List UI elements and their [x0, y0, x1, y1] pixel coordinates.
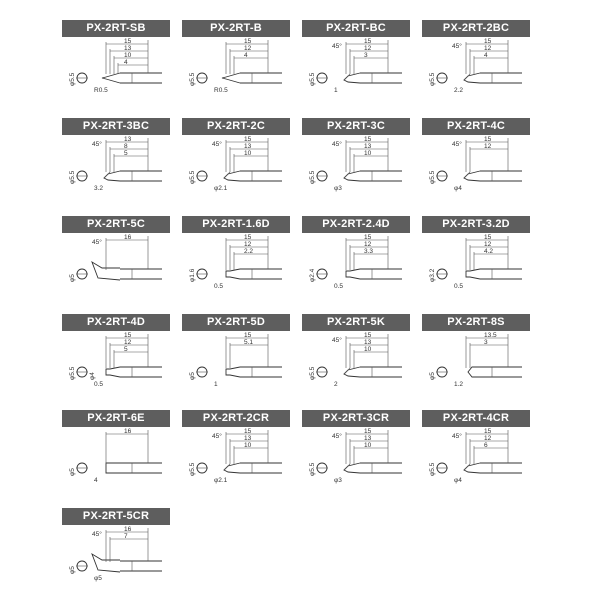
- tip-model-label: PX-2RT-3C: [302, 118, 410, 135]
- tip-model-label: PX-2RT-3CR: [302, 410, 410, 427]
- length-label: 15: [364, 234, 372, 241]
- tip-outline: [344, 463, 402, 473]
- length-label: 12: [484, 45, 492, 52]
- extra-dimension-label: 1: [214, 381, 218, 388]
- length-label: 15: [364, 332, 372, 339]
- tip-drawing: [182, 234, 292, 304]
- length-label: 12: [244, 241, 252, 248]
- diameter-label: φ5.5: [189, 170, 196, 184]
- length-label: 15: [124, 332, 132, 339]
- tip-model-label: PX-2RT-4D: [62, 314, 170, 331]
- diameter-label: φ5.5: [309, 366, 316, 380]
- length-label: 13: [124, 45, 132, 52]
- diameter-label: φ5.5: [309, 72, 316, 86]
- diameter-label: φ5.5: [69, 366, 76, 380]
- tip-model-label: PX-2RT-2.4D: [302, 216, 410, 233]
- tip-outline: [224, 463, 282, 473]
- tip-cell: [422, 410, 532, 500]
- tip-outline: [344, 171, 402, 181]
- length-label: 10: [244, 150, 252, 157]
- tip-drawing: [302, 428, 412, 498]
- length-label: 12: [484, 435, 492, 442]
- tip-cell: [182, 216, 292, 306]
- extra-dimension-label: φ4: [454, 185, 462, 192]
- extra-dimension-label: 1: [334, 87, 338, 94]
- diameter-label: φ5.5: [429, 72, 436, 86]
- tip-outline: [344, 367, 402, 377]
- length-label: 13: [364, 435, 372, 442]
- angle-label: 45°: [332, 433, 342, 440]
- length-label: 2.2: [244, 248, 254, 255]
- length-label: 15: [484, 38, 492, 45]
- length-label: 15: [364, 428, 372, 435]
- tip-cell: [62, 508, 172, 598]
- tip-drawing: [182, 38, 292, 108]
- tip-model-label: PX-2RT-5CR: [62, 508, 170, 525]
- angle-label: 45°: [332, 43, 342, 50]
- length-label: 10: [124, 52, 132, 59]
- tip-outline: [106, 463, 162, 473]
- extra-dimension-label: 4: [94, 477, 98, 484]
- tip-model-label: PX-2RT-4CR: [422, 410, 530, 427]
- tip-drawing: [182, 428, 292, 498]
- tip-cell: [62, 314, 172, 404]
- extra-dimension-label: 1.2: [454, 381, 464, 388]
- length-label: 16: [124, 526, 132, 533]
- extra-dimension-label: 0.5: [334, 283, 344, 290]
- diameter-label-2: φ4: [89, 372, 96, 380]
- length-label: 10: [244, 442, 252, 449]
- extra-dimension-label: 2: [334, 381, 338, 388]
- tip-outline: [104, 171, 162, 181]
- angle-label: 45°: [452, 43, 462, 50]
- tip-cell: [62, 118, 172, 208]
- length-label: 12: [364, 241, 372, 248]
- length-label: 15: [484, 428, 492, 435]
- tip-outline: [102, 73, 162, 83]
- diameter-label: φ5.5: [429, 170, 436, 184]
- diameter-label: φ1.6: [189, 268, 196, 282]
- length-label: 4: [124, 59, 128, 66]
- length-label: 13: [364, 339, 372, 346]
- tip-cell: [422, 118, 532, 208]
- extra-dimension-label: φ4: [454, 477, 462, 484]
- extra-dimension-label: 2.2: [454, 87, 464, 94]
- angle-label: 45°: [452, 141, 462, 148]
- tip-drawing: [62, 332, 172, 402]
- tip-drawing: [62, 526, 172, 596]
- tip-model-label: PX-2RT-5D: [182, 314, 290, 331]
- tip-outline: [346, 269, 402, 279]
- length-label: 12: [124, 339, 132, 346]
- length-label: 10: [364, 150, 372, 157]
- diameter-label: φ5: [69, 566, 76, 574]
- tip-cell: [62, 410, 172, 500]
- tip-cell: [62, 20, 172, 110]
- tip-model-label: PX-2RT-2C: [182, 118, 290, 135]
- diameter-label: φ2.4: [309, 268, 316, 282]
- tip-drawing: [422, 38, 532, 108]
- length-label: 4: [484, 52, 488, 59]
- extra-dimension-label: φ3: [334, 477, 342, 484]
- length-label: 12: [364, 45, 372, 52]
- tip-model-label: PX-2RT-BC: [302, 20, 410, 37]
- tip-outline: [466, 269, 522, 279]
- diameter-label: φ5: [189, 372, 196, 380]
- tip-drawing: [302, 38, 412, 108]
- tip-drawing: [62, 428, 172, 498]
- length-label: 15: [484, 136, 492, 143]
- tip-cell: [182, 314, 292, 404]
- tip-cell: [302, 410, 412, 500]
- tip-model-label: PX-2RT-2BC: [422, 20, 530, 37]
- tip-outline: [344, 73, 402, 83]
- length-label: 8: [124, 143, 128, 150]
- tip-drawing: [422, 234, 532, 304]
- length-label: 15: [364, 136, 372, 143]
- diameter-label: φ5.5: [189, 72, 196, 86]
- tip-cell: [182, 118, 292, 208]
- diameter-label: φ5: [69, 274, 76, 282]
- diameter-label: φ5.5: [189, 462, 196, 476]
- length-label: 16: [124, 428, 132, 435]
- diameter-label: φ5: [429, 372, 436, 380]
- length-label: 3: [364, 52, 368, 59]
- length-label: 5: [124, 346, 128, 353]
- angle-label: 45°: [332, 337, 342, 344]
- tip-model-label: PX-2RT-5C: [62, 216, 170, 233]
- angle-label: 45°: [212, 141, 222, 148]
- length-label: 13: [244, 435, 252, 442]
- tip-drawing: [302, 332, 412, 402]
- tip-drawing: [62, 38, 172, 108]
- tip-drawing: [62, 136, 172, 206]
- length-label: 15: [244, 332, 252, 339]
- tip-outline: [226, 367, 282, 377]
- angle-label: 45°: [212, 433, 222, 440]
- tip-model-label: PX-2RT-4C: [422, 118, 530, 135]
- length-label: 12: [244, 45, 252, 52]
- tip-outline: [222, 73, 282, 83]
- tip-outline: [92, 554, 162, 572]
- length-label: 15: [244, 428, 252, 435]
- tip-model-label: PX-2RT-SB: [62, 20, 170, 37]
- tip-drawing: [182, 136, 292, 206]
- tip-outline: [226, 269, 282, 279]
- length-label: 5: [124, 150, 128, 157]
- tip-model-label: PX-2RT-3.2D: [422, 216, 530, 233]
- extra-dimension-label: 0.5: [214, 283, 224, 290]
- extra-dimension-label: φ2.1: [214, 477, 228, 484]
- angle-label: 45°: [92, 141, 102, 148]
- diameter-label: φ3.2: [429, 268, 436, 282]
- tip-cell: [182, 20, 292, 110]
- length-label: 3: [484, 339, 488, 346]
- angle-label: 45°: [452, 433, 462, 440]
- tip-cell: [422, 216, 532, 306]
- length-label: 13: [244, 143, 252, 150]
- tip-outline: [224, 171, 282, 181]
- tip-cell: [422, 20, 532, 110]
- tip-cell: [302, 118, 412, 208]
- tip-outline: [464, 171, 522, 181]
- tip-cell: [182, 410, 292, 500]
- diameter-label: φ5.5: [69, 170, 76, 184]
- tip-drawing: [302, 136, 412, 206]
- tip-model-label: PX-2RT-1.6D: [182, 216, 290, 233]
- tip-drawing: [422, 136, 532, 206]
- extra-dimension-label: φ2.1: [214, 185, 228, 192]
- length-label: 15: [364, 38, 372, 45]
- tip-drawing: [62, 234, 172, 304]
- length-label: 7: [124, 533, 128, 540]
- length-label: 13: [364, 143, 372, 150]
- length-label: 15: [484, 234, 492, 241]
- tip-cell: [62, 216, 172, 306]
- length-label: 4: [244, 52, 248, 59]
- tip-model-label: PX-2RT-8S: [422, 314, 530, 331]
- extra-dimension-label: 0.5: [94, 381, 104, 388]
- diameter-label: φ5.5: [309, 170, 316, 184]
- length-label: 13: [124, 136, 132, 143]
- extra-dimension-label: R0.5: [94, 87, 108, 94]
- tip-model-label: PX-2RT-B: [182, 20, 290, 37]
- length-label: 15: [244, 234, 252, 241]
- tip-drawing: [422, 332, 532, 402]
- length-label: 4.2: [484, 248, 494, 255]
- tip-cell: [302, 20, 412, 110]
- tip-cell: [302, 314, 412, 404]
- tip-outline: [92, 262, 162, 280]
- extra-dimension-label: φ5: [94, 575, 102, 582]
- tip-outline: [464, 463, 522, 473]
- length-label: 13.5: [484, 332, 497, 339]
- tip-drawing: [182, 332, 292, 402]
- length-label: 5.1: [244, 339, 254, 346]
- tip-drawing: [422, 428, 532, 498]
- diameter-label: φ5.5: [69, 72, 76, 86]
- angle-label: 45°: [92, 531, 102, 538]
- length-label: 3.3: [364, 248, 374, 255]
- length-label: 12: [484, 143, 492, 150]
- length-label: 15: [124, 38, 132, 45]
- tip-model-label: PX-2RT-3BC: [62, 118, 170, 135]
- extra-dimension-label: R0.5: [214, 87, 228, 94]
- tip-outline: [468, 367, 522, 377]
- length-label: 10: [364, 346, 372, 353]
- tip-outline: [464, 73, 522, 83]
- tip-drawing: [302, 234, 412, 304]
- diameter-label: φ5.5: [309, 462, 316, 476]
- tip-cell: [302, 216, 412, 306]
- extra-dimension-label: φ3: [334, 185, 342, 192]
- angle-label: 45°: [332, 141, 342, 148]
- length-label: 6: [484, 442, 488, 449]
- tip-model-label: PX-2RT-5K: [302, 314, 410, 331]
- tip-outline: [106, 367, 162, 377]
- diameter-label: φ5.5: [429, 462, 436, 476]
- length-label: 15: [244, 38, 252, 45]
- tip-model-label: PX-2RT-2CR: [182, 410, 290, 427]
- length-label: 16: [124, 234, 132, 241]
- extra-dimension-label: 3.2: [94, 185, 104, 192]
- length-label: 10: [364, 442, 372, 449]
- length-label: 12: [484, 241, 492, 248]
- extra-dimension-label: 0.5: [454, 283, 464, 290]
- length-label: 15: [244, 136, 252, 143]
- tip-model-label: PX-2RT-6E: [62, 410, 170, 427]
- angle-label: 45°: [92, 239, 102, 246]
- tip-cell: [422, 314, 532, 404]
- diameter-label: φ5: [69, 468, 76, 476]
